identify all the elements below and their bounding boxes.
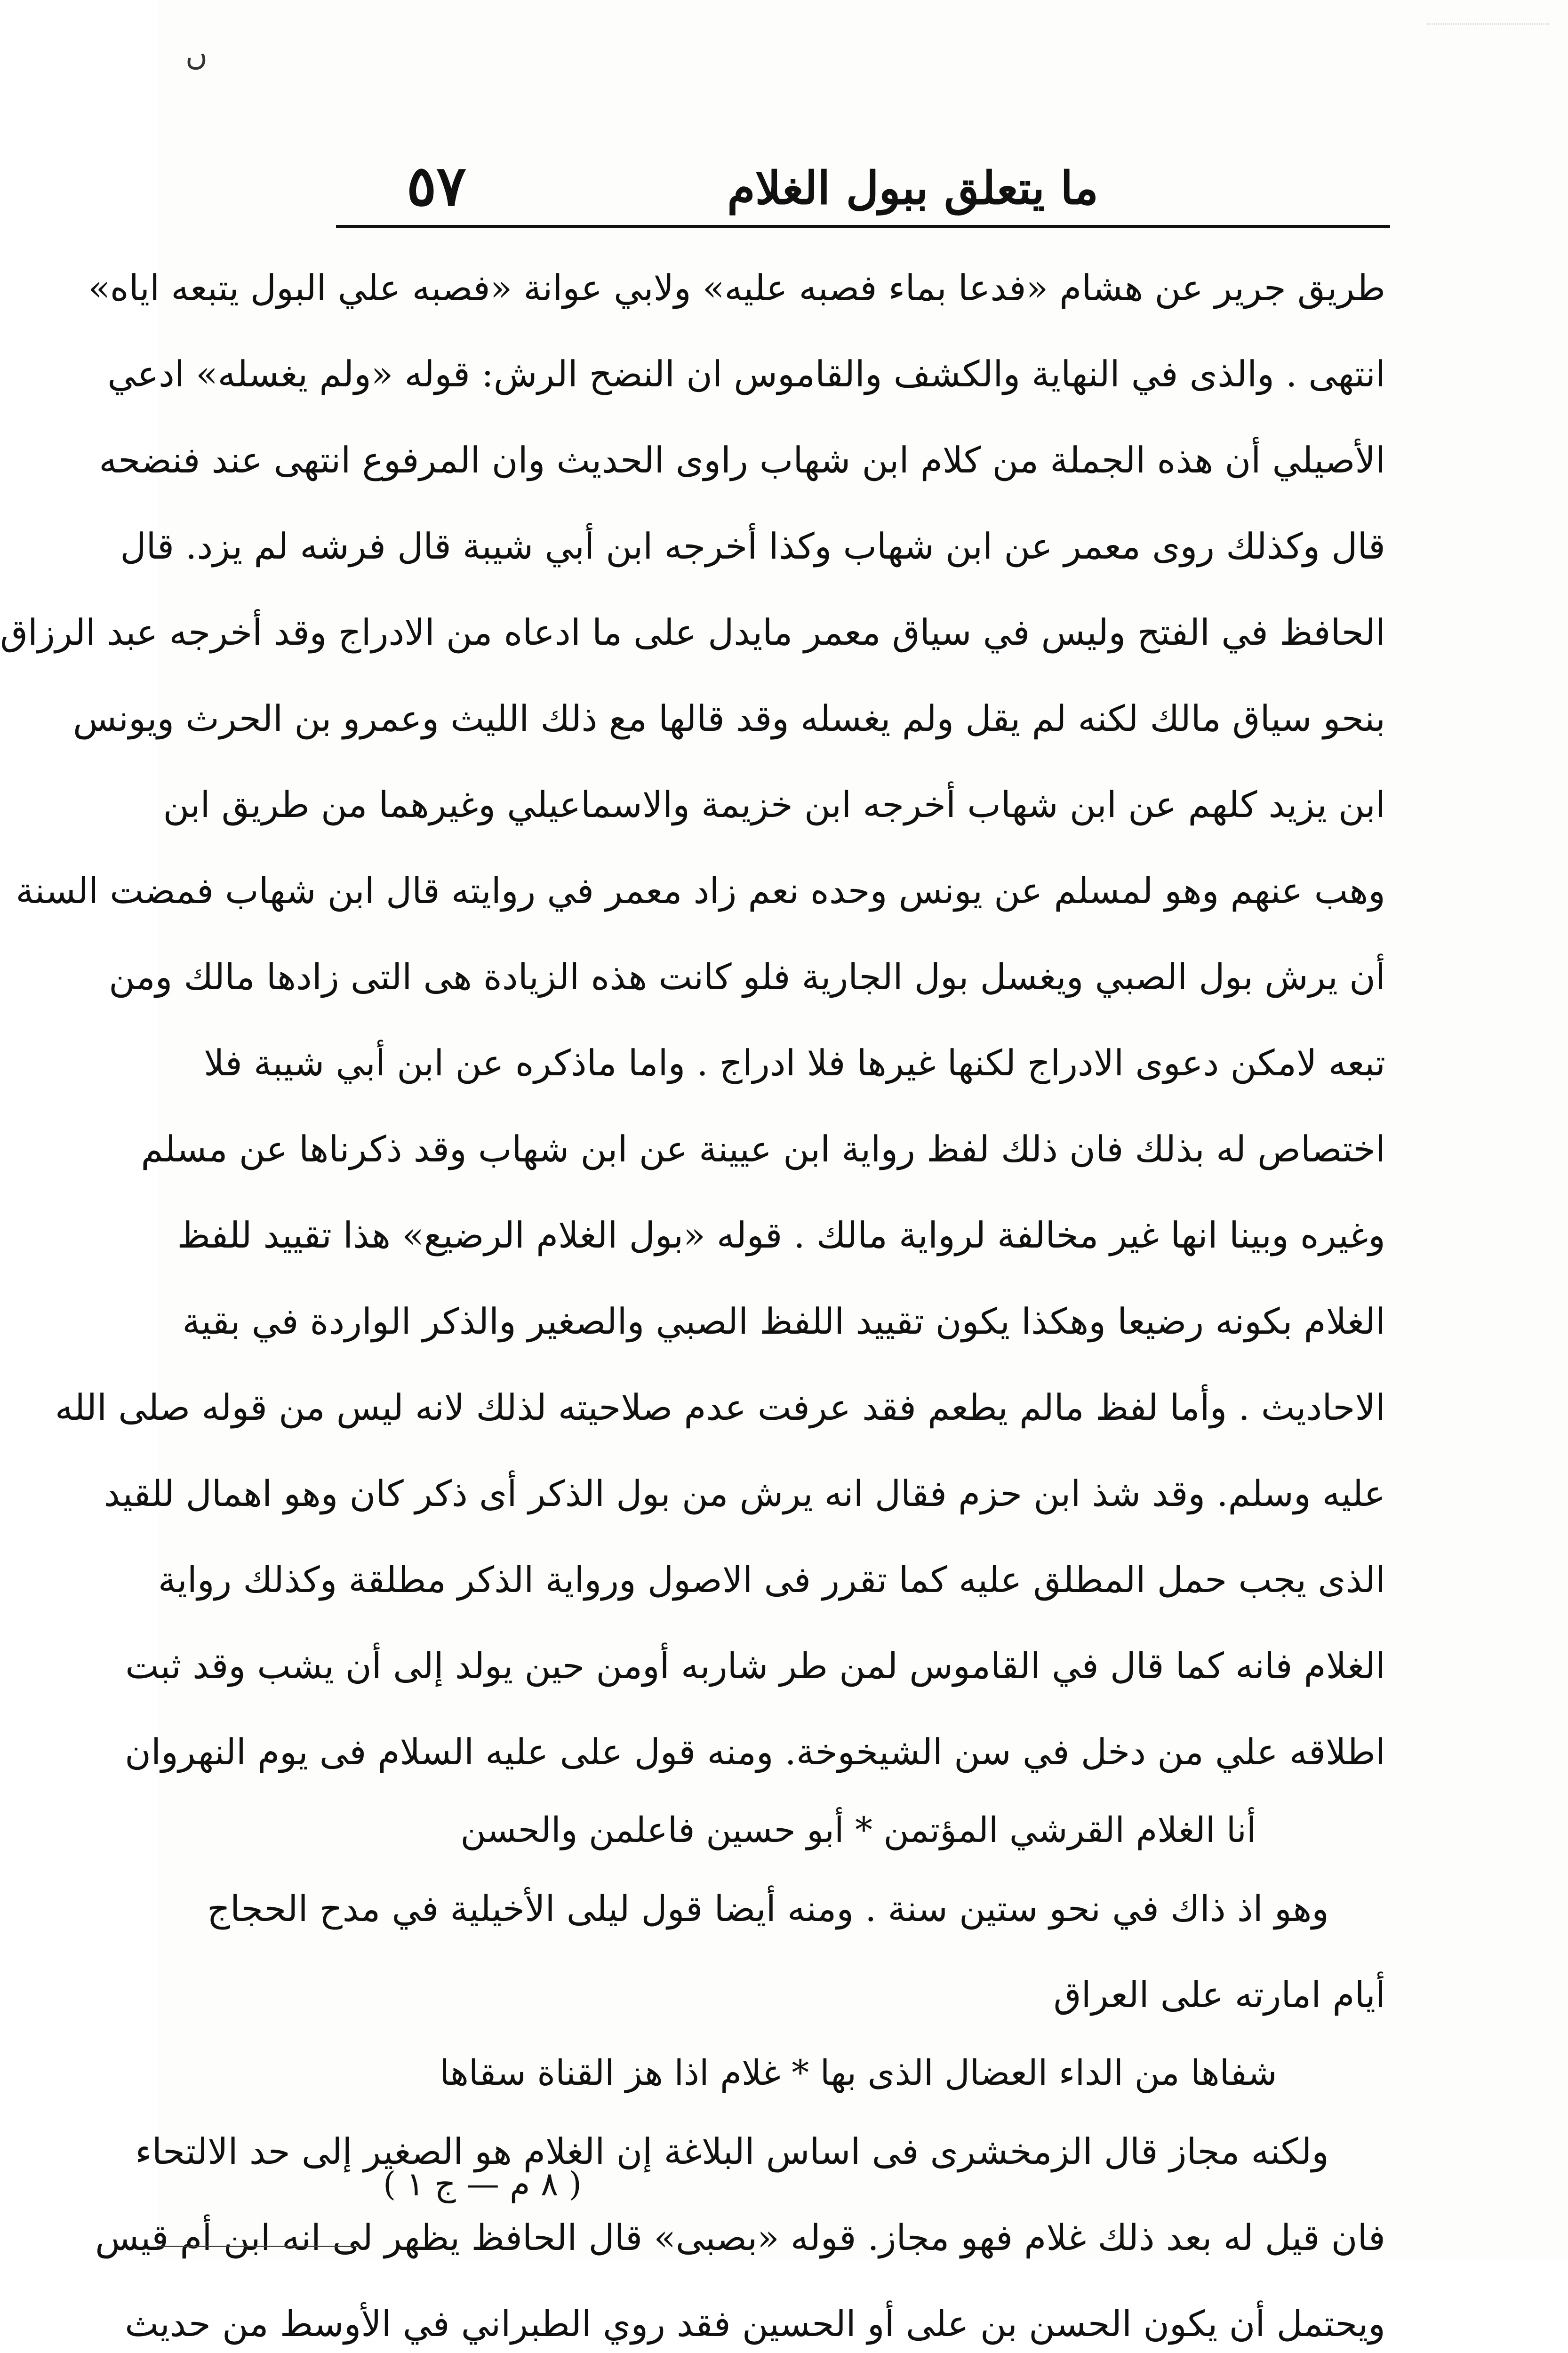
header-rule xyxy=(336,225,1390,228)
text-line: اختصاص له بذلك فان ذلك لفظ رواية ابن عيينة عن ابن شهاب وقد ذكرناها عن مسلم xyxy=(141,1128,1385,1170)
text-line: الغلام بكونه رضيعا وهكذا يكون تقييد اللفظ الصبي والصغير والذكر الواردة في بقية xyxy=(182,1300,1385,1342)
body-text xyxy=(0,245,1385,2353)
text-line: الحافظ في الفتح وليس في سياق معمر مايدل على ما ادعاه من الادراج وقد أخرجه عبد الرزاق xyxy=(0,611,1385,653)
text-line: الذى يجب حمل المطلق عليه كما تقرر فى الاصول ورواية الذكر مطلقة وكذلك رواية xyxy=(158,1559,1385,1601)
text-line: الغلام فانه كما قال في القاموس لمن طر شاربه أومن حين يولد إلى أن يشب وقد ثبت xyxy=(125,1645,1385,1687)
poetry-verse: أنا الغلام القرشي المؤتمن * أبو حسين فاعلمن والحسن xyxy=(460,1810,1256,1850)
text-line: انتهى . والذى في النهاية والكشف والقاموس ان النضح الرش: قوله «ولم يغسله» ادعي xyxy=(107,353,1385,395)
text-line: قال وكذلك روى معمر عن ابن شهاب وكذا أخرجه ابن أبي شيبة قال فرشه لم يزد. قال xyxy=(120,525,1385,567)
text-line: عليه وسلم. وقد شذ ابن حزم فقال انه يرش من بول الذكر أى ذكر كان وهو اهمال للقيد xyxy=(104,1473,1385,1514)
text-line: وغيره وبينا انها غير مخالفة لرواية مالك . قوله «بول الغلام الرضيع» هذا تقييد للفظ xyxy=(177,1214,1385,1256)
text-line: بنحو سياق مالك لكنه لم يقل ولم يغسله وقد قالها مع ذلك الليث وعمرو بن الحرث ويونس xyxy=(73,697,1385,739)
text-line: اطلاقه علي من دخل في سن الشيخوخة. ومنه قول على عليه السلام فى يوم النهروان xyxy=(125,1731,1385,1773)
page-header xyxy=(336,151,1390,221)
text-line: وهب عنهم وهو لمسلم عن يونس وحده نعم زاد معمر في روايته قال ابن شهاب فمضت السنة xyxy=(16,870,1385,912)
poetry-verse: شفاها من الداء العضال الذى بها * غلام اذا هز القناة سقاها xyxy=(440,2053,1277,2093)
text-line: فان قيل له بعد ذلك غلام فهو مجاز. قوله «بصبى» قال الحافظ يظهر لى انه ابن أم قيس xyxy=(95,2217,1385,2258)
corner-mark: ں xyxy=(185,38,208,72)
text-line: أيام امارته على العراق xyxy=(1053,1974,1385,2016)
running-title: ما يتعلق ببول الغلام xyxy=(727,161,1098,215)
signature-mark: ( ٨ م — ج ١ ) xyxy=(383,2165,582,2203)
text-line: ويحتمل أن يكون الحسن بن على أو الحسين فقد روي الطبراني في الأوسط من حديث xyxy=(125,2303,1385,2345)
text-line: ابن يزيد كلهم عن ابن شهاب أخرجه ابن خزيمة والاسماعيلي وغيرهما من طريق ابن xyxy=(163,784,1385,825)
text-line: وهو اذ ذاك في نحو ستين سنة . ومنه أيضا قول ليلى الأخيلية في مدح الحجاج xyxy=(207,1888,1329,1929)
scan-edge-rule xyxy=(157,2246,360,2247)
text-line: الأصيلي أن هذه الجملة من كلام ابن شهاب راوى الحديث وان المرفوع انتهى عند فنضحه xyxy=(99,439,1385,481)
text-line: تبعه لامكن دعوى الادراج لكنها غيرها فلا ادراج . واما ماذكره عن ابن أبي شيبة فلا xyxy=(204,1042,1385,1084)
page-number: ٥٧ xyxy=(407,153,466,218)
text-line: ولكنه مجاز قال الزمخشرى فى اساس البلاغة إن الغلام هو الصغير إلى حد الالتحاء xyxy=(135,2130,1329,2172)
text-line: أن يرش بول الصبي ويغسل بول الجارية فلو كانت هذه الزيادة هى التى زادها مالك ومن xyxy=(109,956,1385,998)
text-line: الاحاديث . وأما لفظ مالم يطعم فقد عرفت عدم صلاحيته لذلك لانه ليس من قوله صلى الله xyxy=(55,1386,1385,1428)
text-line: طريق جرير عن هشام «فدعا بماء فصبه عليه» ولابي عوانة «فصبه علي البول يتبعه اياه» xyxy=(88,267,1385,309)
